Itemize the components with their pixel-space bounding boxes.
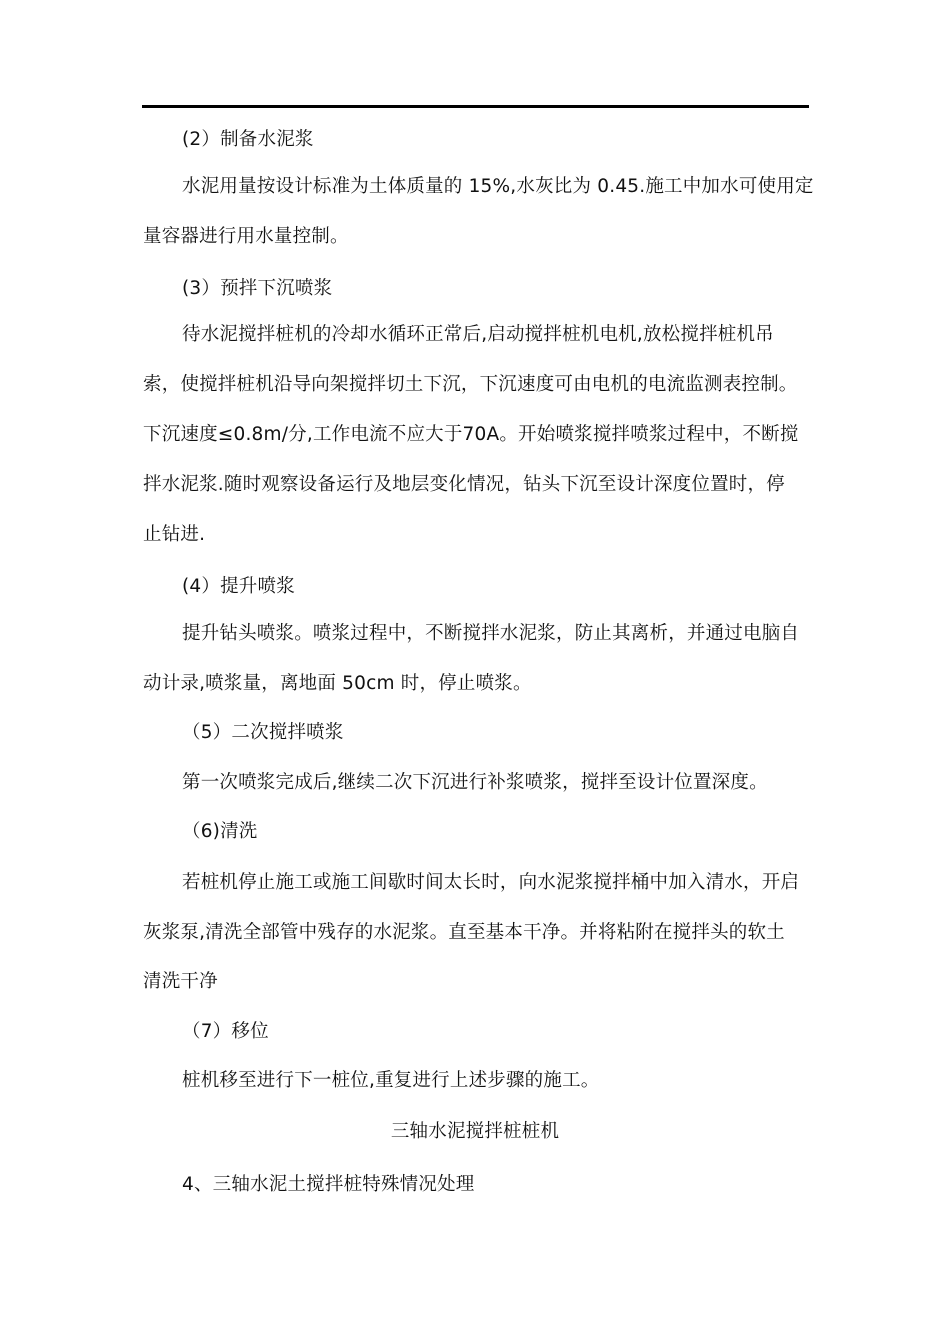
header-rule: [142, 105, 809, 108]
paragraph-line: 止钻进.: [143, 524, 206, 545]
section-heading-4-special: 4、三轴水泥土搅拌桩特殊情况处理: [182, 1174, 475, 1195]
section-heading-6: （6)清洗: [182, 821, 258, 842]
paragraph-line: 动计录,喷浆量，离地面 50cm 时，停止喷浆。: [143, 673, 532, 694]
paragraph-line: 水泥用量按设计标准为土体质量的 15%,水灰比为 0.45.施工中加水可使用定: [182, 176, 814, 197]
paragraph-line: 待水泥搅拌桩机的冷却水循环正常后,启动搅拌桩机电机,放松搅拌桩机吊: [182, 324, 774, 345]
section-heading-2: (2）制备水泥浆: [182, 129, 314, 150]
paragraph-line: 索，使搅拌桩机沿导向架搅拌切土下沉，下沉速度可由电机的电流监测表控制。: [143, 374, 798, 395]
paragraph-line: 桩机移至进行下一桩位,重复进行上述步骤的施工。: [182, 1070, 600, 1091]
figure-caption: 三轴水泥搅拌桩桩机: [390, 1121, 560, 1142]
paragraph-line: 拌水泥浆.随时观察设备运行及地层变化情况，钻头下沉至设计深度位置时，停: [143, 474, 785, 495]
paragraph-line: 下沉速度≤0.8m/分,工作电流不应大于70A。开始喷浆搅拌喷浆过程中，不断搅: [143, 424, 799, 445]
paragraph-line: 清洗干净: [143, 971, 218, 992]
paragraph-line: 提升钻头喷浆。喷浆过程中，不断搅拌水泥浆，防止其离析，并通过电脑自: [182, 623, 800, 644]
section-heading-5: （5）二次搅拌喷浆: [182, 722, 344, 743]
section-heading-3: (3）预拌下沉喷浆: [182, 278, 333, 299]
section-heading-7: （7）移位: [182, 1021, 269, 1042]
paragraph-line: 灰浆泵,清洗全部管中残存的水泥浆。直至基本干净。并将粘附在搅拌头的软土: [143, 922, 785, 943]
paragraph-line: 量容器进行用水量控制。: [143, 226, 349, 247]
section-heading-4: (4）提升喷浆: [182, 576, 295, 597]
paragraph-line: 第一次喷浆完成后,继续二次下沉进行补浆喷浆，搅拌至设计位置深度。: [182, 772, 768, 793]
paragraph-line: 若桩机停止施工或施工间歇时间太长时，向水泥浆搅拌桶中加入清水，开启: [182, 872, 800, 893]
